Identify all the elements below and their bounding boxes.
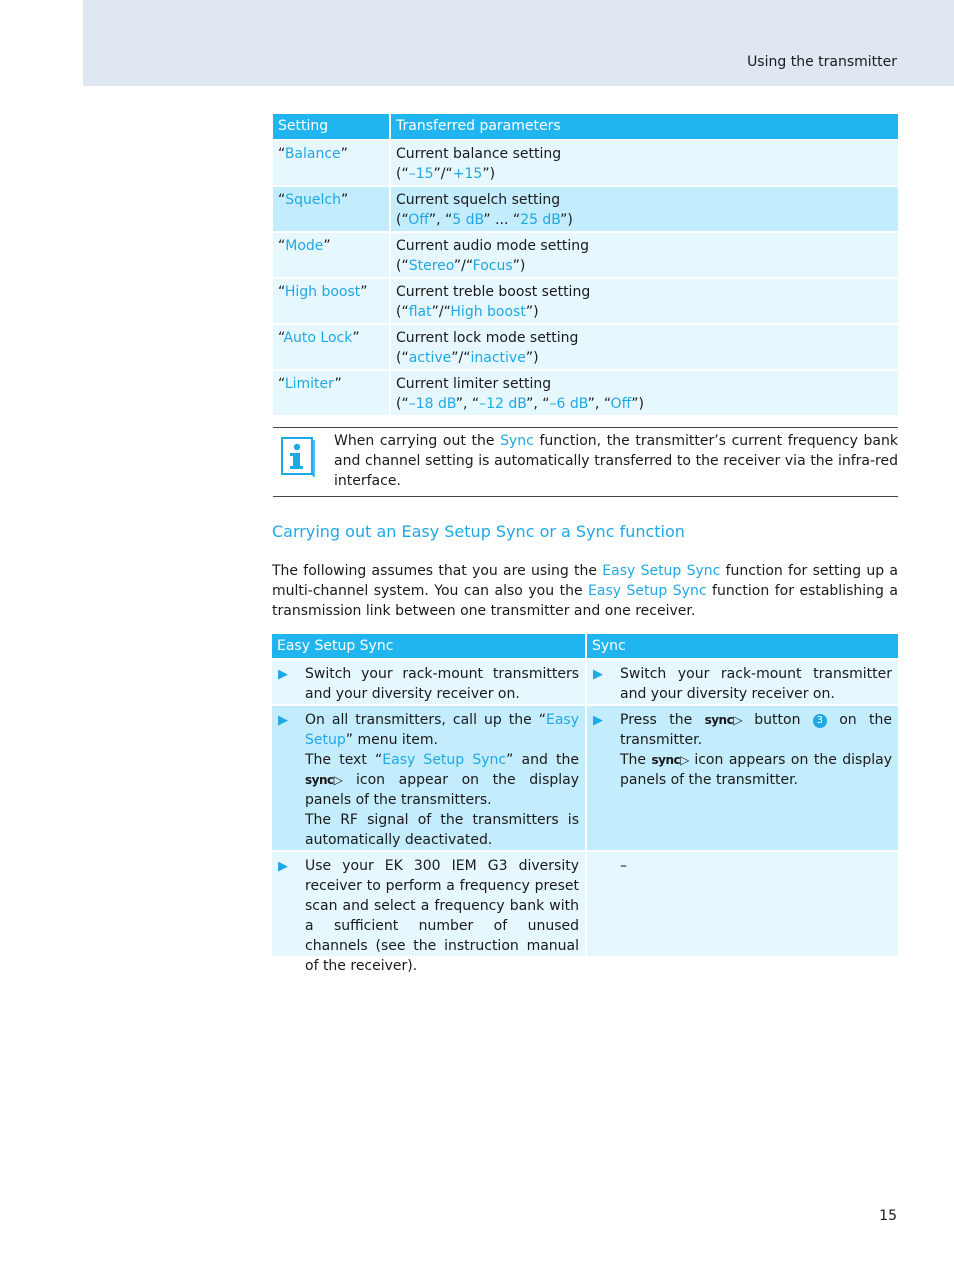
parameter-cell: Current limiter setting (“–18 dB”, “–12 dB”, “–6 dB”, “Off”) [391, 371, 898, 415]
sync-icon-label: sync [305, 773, 334, 787]
setting-cell: “Auto Lock” [273, 325, 389, 369]
table-header-row [273, 114, 898, 139]
column-header-sync: Sync [587, 634, 898, 658]
step-cell [272, 852, 585, 974]
setting-name: Auto Lock [283, 330, 353, 346]
sync-button-icon: sync▷ [704, 713, 742, 727]
bullet-arrow-icon: ▶ [278, 859, 288, 874]
step-text: ” menu item. [345, 732, 438, 748]
setting-name: Squelch [285, 192, 341, 208]
info-sync-link: Sync [500, 433, 534, 449]
sync-icon-label: sync [704, 713, 734, 727]
value: High boost [450, 304, 526, 320]
para-text: function for establishing a transmission link between one transmitter and one receiver. [272, 583, 898, 619]
setting-name: Mode [285, 238, 324, 254]
value: Off [610, 396, 632, 412]
step-text: On all transmitters, call up the “ [305, 712, 546, 728]
sync-icon: sync▷ [651, 753, 689, 767]
value: 25 dB [520, 212, 561, 228]
table-row [272, 852, 898, 974]
table-row [273, 325, 898, 369]
info-text-part: function, the transmitter’s current frequency bank and channel setting is automatically transferred to the receiver via the infra-red interface. [334, 433, 898, 489]
info-icon [281, 437, 315, 477]
info-text-part: When carrying out the [334, 433, 501, 449]
parameter-desc: Current treble boost setting [396, 284, 591, 300]
para-text: The following assumes that you are using the [272, 563, 603, 579]
setting-cell: “High boost” [273, 279, 389, 323]
parameter-cell: Current squelch setting (“Off”, “5 dB” ... “25 dB”) [391, 187, 898, 231]
setting-name: Balance [284, 146, 341, 162]
step-text: – [620, 858, 627, 874]
parameter-cell: Current lock mode setting (“active”/“inactive”) [391, 325, 898, 369]
step-text: on the transmitter. [620, 712, 892, 748]
table-row [272, 706, 898, 850]
para-text: function for setting up a multi-channel system. You can also you the [272, 563, 898, 599]
section-heading: Carrying out an Easy Setup Sync or a Sync function [272, 522, 685, 541]
value: –12 dB [479, 396, 527, 412]
bullet-arrow-icon: ▶ [593, 667, 603, 682]
value: +15 [452, 166, 483, 182]
value: –6 dB [549, 396, 588, 412]
setting-name: High boost [284, 284, 361, 300]
table-row [273, 279, 898, 323]
setting-cell: “Balance” [273, 141, 389, 185]
display-text-link: Easy Setup Sync [382, 752, 507, 768]
intro-paragraph [272, 561, 898, 621]
value: Focus [472, 258, 513, 274]
bullet-arrow-icon: ▶ [278, 713, 288, 728]
parameter-desc: Current limiter setting [396, 376, 552, 392]
value: 5 dB [452, 212, 484, 228]
value: Off [408, 212, 429, 228]
setting-cell: “Limiter” [273, 371, 389, 415]
setting-name: Limiter [284, 376, 335, 392]
section-title: Using the transmitter [747, 54, 897, 70]
page-number: 15 [879, 1208, 897, 1224]
column-header-parameters: Transferred parameters [391, 114, 898, 139]
info-text [334, 431, 898, 491]
table-row [273, 141, 898, 185]
para-link: Easy Setup Sync [602, 563, 721, 579]
step-text: Use your EK 300 IEM G3 diversity receiver to perform a frequency preset scan and select a frequency bank with a sufficient number of unused channels (see the instruction manual of the receiver). [305, 858, 579, 974]
table-row [272, 660, 898, 704]
step-cell [587, 706, 898, 850]
step-text: icon appear on the display panels of the transmitters. [305, 772, 579, 808]
column-header-easy-setup-sync: Easy Setup Sync [272, 634, 585, 658]
table-row [273, 187, 898, 231]
step-text: icon appears on the display panels of the transmitter. [620, 752, 892, 788]
step-text: Press the [620, 712, 705, 728]
step-text: The RF signal of the transmitters is automatically deactivated. [305, 812, 579, 848]
parameters-table [273, 114, 898, 415]
sync-icon-label: sync [651, 753, 681, 767]
bullet-arrow-icon: ▶ [278, 667, 288, 682]
page-header-band [83, 0, 954, 86]
step-cell [587, 852, 898, 956]
step-text: button [741, 712, 813, 728]
table-header-row [272, 634, 898, 658]
step-text: Switch your rack-mount transmitters and your diversity receiver on. [305, 666, 579, 702]
parameter-desc: Current lock mode setting [396, 330, 579, 346]
step-text: Switch your rack-mount transmitter and your diversity receiver on. [620, 666, 892, 702]
para-link: Easy Setup Sync [588, 583, 707, 599]
value: inactive [470, 350, 526, 366]
table-row [273, 371, 898, 415]
parameter-cell: Current treble boost setting (“flat”/“High boost”) [391, 279, 898, 323]
sync-icon: sync▷ [305, 773, 343, 787]
step-text: The text “ [305, 752, 383, 768]
step-cell [272, 660, 585, 704]
step-text: ” and the [506, 752, 579, 768]
number-badge: 3 [813, 714, 827, 728]
setting-cell: “Squelch” [273, 187, 389, 231]
setting-cell: “Mode” [273, 233, 389, 277]
parameter-cell: Current balance setting (“–15”/“+15”) [391, 141, 898, 185]
step-cell [587, 660, 898, 704]
menu-item-link: Easy Setup [305, 712, 579, 748]
value: –15 [408, 166, 434, 182]
bullet-arrow-icon: ▶ [593, 713, 603, 728]
table-row [273, 233, 898, 277]
column-header-setting: Setting [273, 114, 389, 139]
value: –18 dB [408, 396, 456, 412]
value: flat [408, 304, 432, 320]
parameter-desc: Current squelch setting [396, 192, 561, 208]
info-note [273, 427, 898, 497]
step-text: The [620, 752, 652, 768]
parameter-cell: Current audio mode setting (“Stereo”/“Focus”) [391, 233, 898, 277]
step-cell [272, 706, 585, 850]
sync-table [272, 634, 898, 974]
parameter-desc: Current audio mode setting [396, 238, 589, 254]
value: active [408, 350, 452, 366]
parameter-desc: Current balance setting [396, 146, 562, 162]
value: Stereo [408, 258, 454, 274]
